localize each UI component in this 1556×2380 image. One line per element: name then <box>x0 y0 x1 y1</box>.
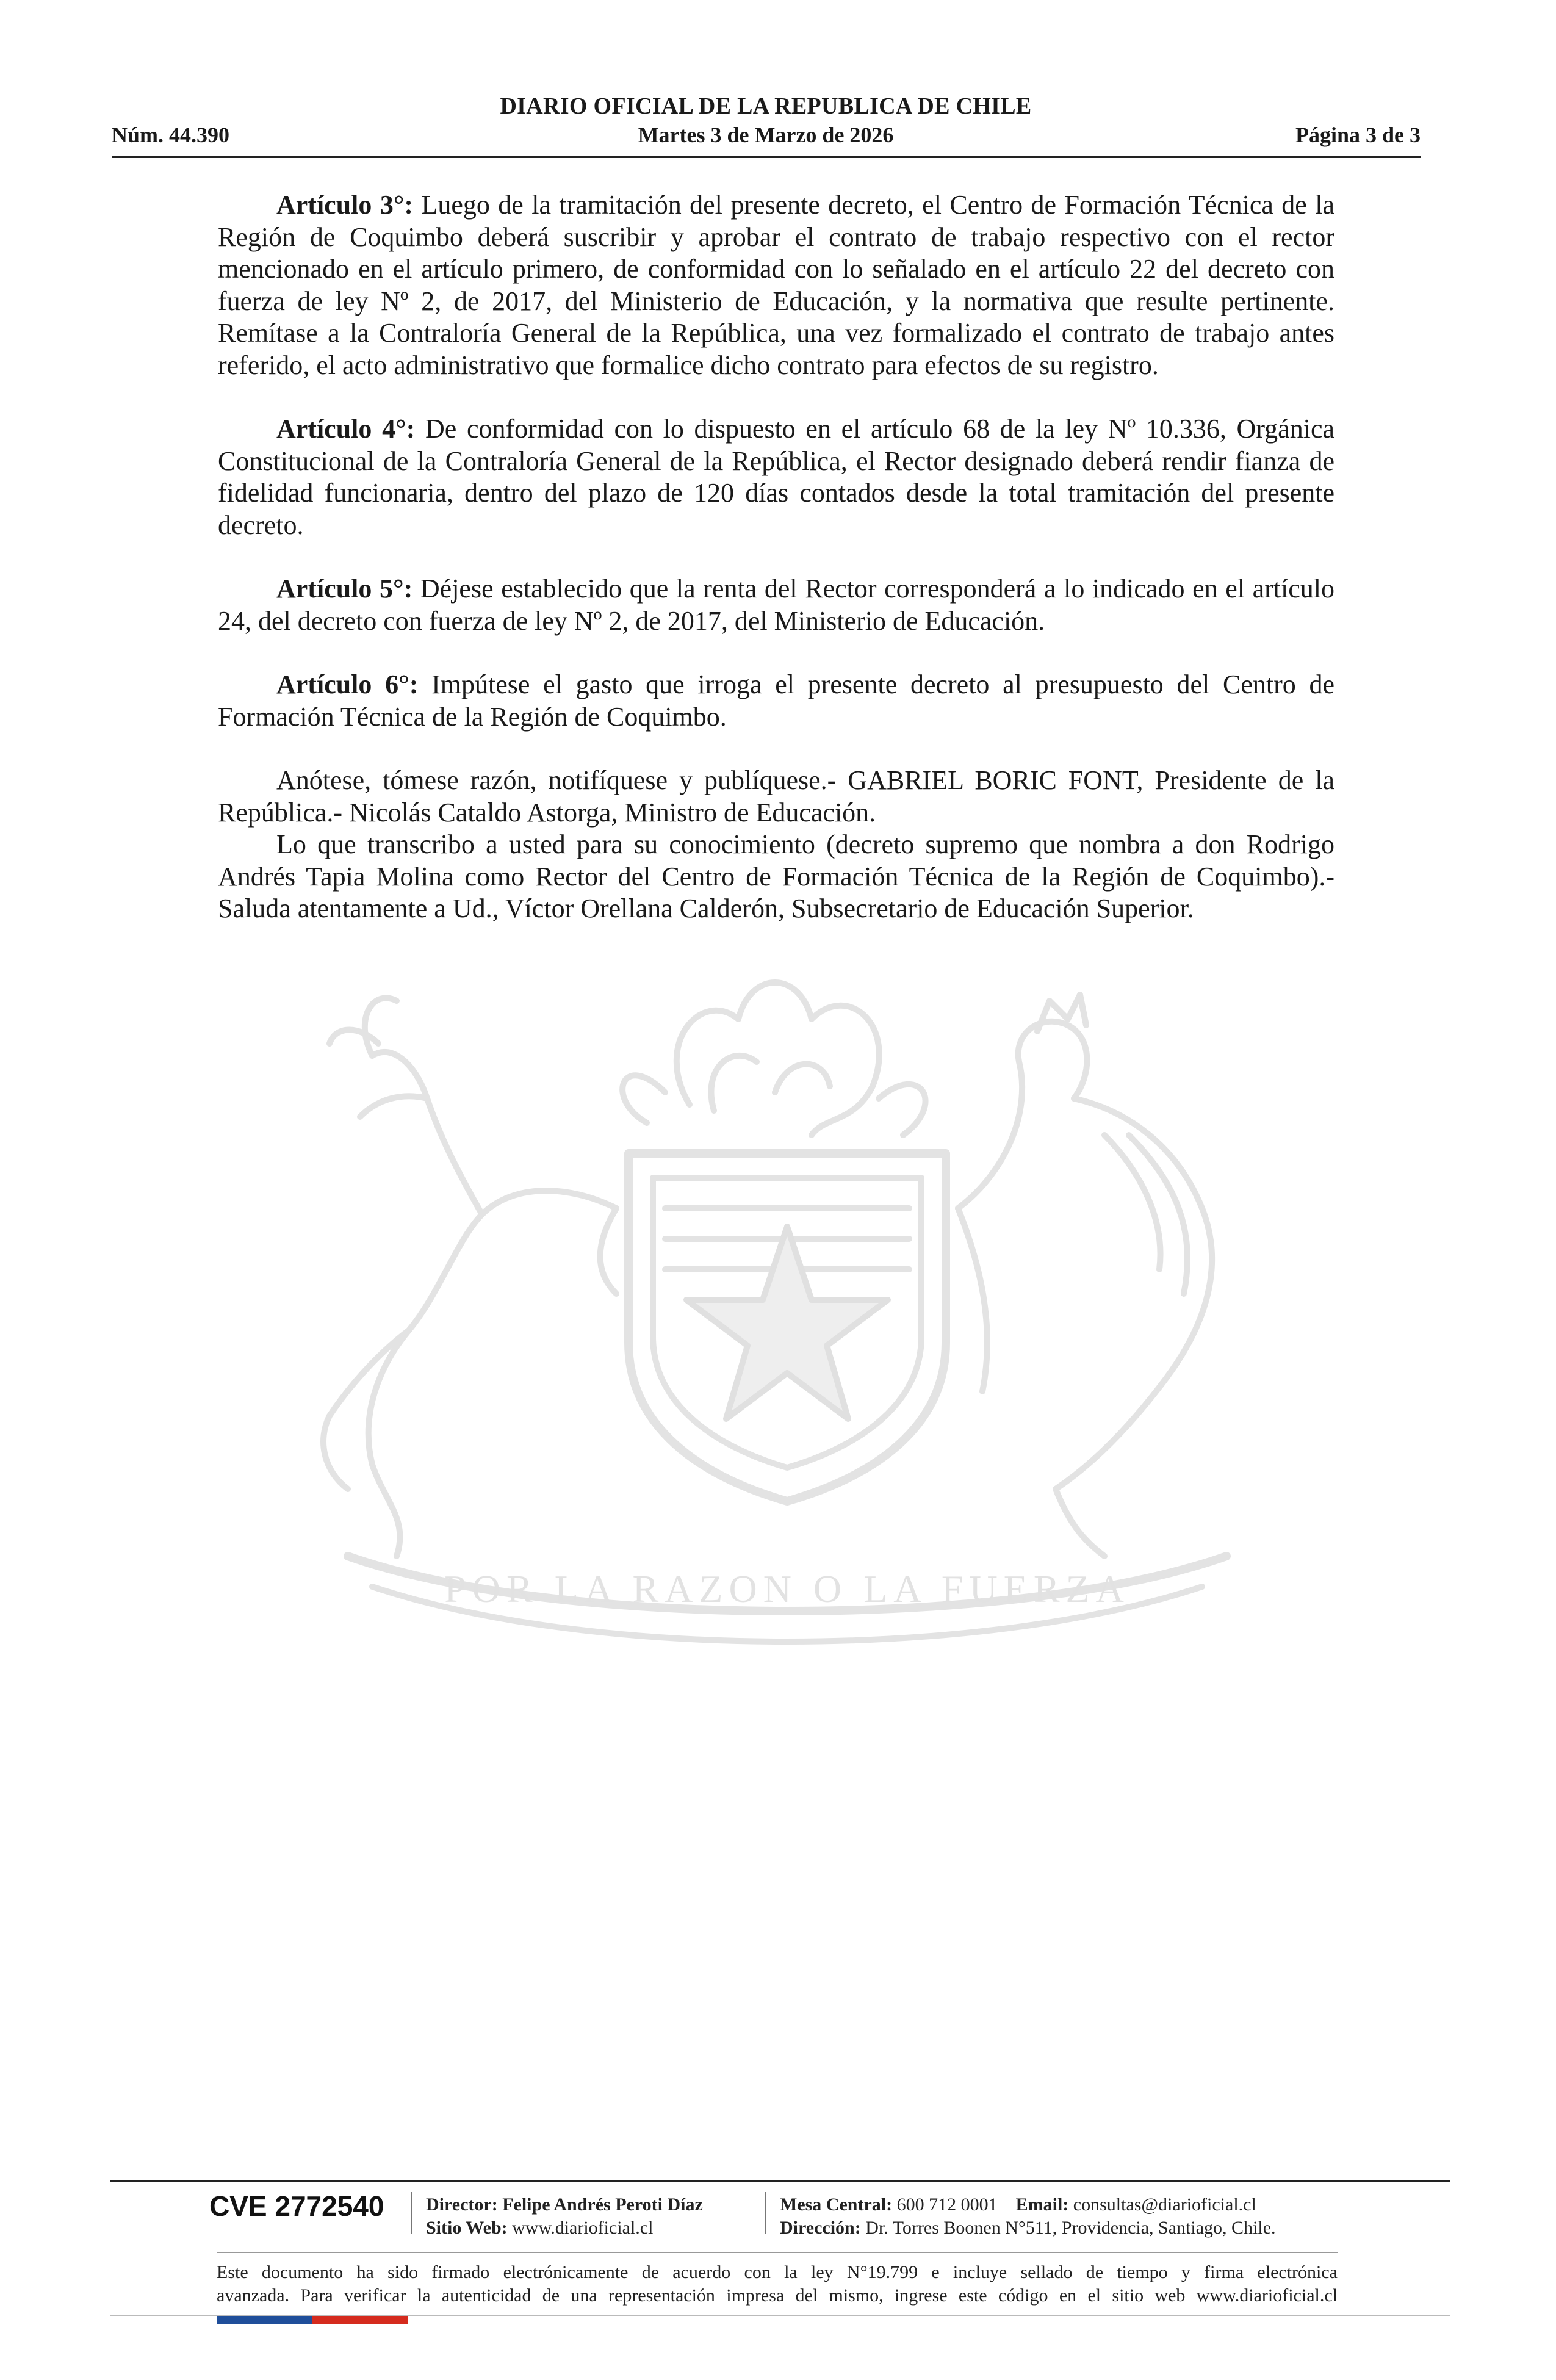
director-label: Director: <box>426 2194 498 2215</box>
article-5 <box>218 573 1334 637</box>
footer-divider <box>110 2180 1450 2182</box>
footer-separator <box>765 2192 766 2234</box>
cve-code: CVE 2772540 <box>209 2190 384 2222</box>
article-4 <box>218 413 1334 541</box>
email-label: Email: <box>1015 2194 1069 2215</box>
legal-line: avanzada. Para verificar la autenticidad de una representación impresa del mismo, ingrese este código en el sitio web www.diarioficial.cl <box>217 2285 1338 2306</box>
newspaper-title: DIARIO OFICIAL DE LA REPUBLICA DE CHILE <box>500 93 1032 119</box>
address-label: Dirección: <box>780 2218 861 2238</box>
coat-of-arms-motto: POR LA RAZON O LA FUERZA <box>444 1567 1130 1610</box>
website-label: Sitio Web: <box>426 2218 508 2238</box>
footer-separator <box>411 2192 412 2234</box>
article-text: Déjese establecido que la renta del Rector corresponderá a lo indicado en el artículo 24, del decreto con fuerza de ley Nº 2, de 2017, del Ministerio de Educación. <box>218 574 1334 636</box>
article-text: Impútese el gasto que irroga el presente decreto al presupuesto del Centro de Formación Técnica de la Región de Coquimbo. <box>218 669 1334 732</box>
article-label: Artículo 5°: <box>276 574 413 604</box>
footer-inner-divider <box>217 2252 1338 2253</box>
article-6 <box>218 669 1334 733</box>
director-name: Felipe Andrés Peroti Díaz <box>502 2194 703 2215</box>
article-label: Artículo 4°: <box>276 414 416 444</box>
flag-stripe-blue <box>217 2316 312 2324</box>
flag-stripe-red <box>312 2316 408 2324</box>
legal-notice <box>217 2261 1338 2307</box>
header-divider <box>112 156 1421 158</box>
article-text: De conformidad con lo dispuesto en el artículo 68 de la ley Nº 10.336, Orgánica Constitucional de la Contraloría General de la República, el Rector designado deberá rendir fianza de fidelidad funcionaria, dentro del plazo de 120 días contados desde la total tramitación del presente decreto. <box>218 414 1334 540</box>
article-text: Luego de la tramitación del presente decreto, el Centro de Formación Técnica de la Región de Coquimbo deberá suscribir y aprobar el contrato de trabajo respectivo con el rector mencionado en el artículo primero, de conformidad con lo señalado en el artículo 22 del decreto con fuerza de ley Nº 2, de 2017, del Ministerio de Educación, y la normativa que resulte pertinente. Remítase a la Contraloría General de la República, una vez formalizado el contrato de trabajo antes referido, el acto administrativo que formalice dicho contrato para efectos de su registro. <box>218 190 1334 380</box>
phone-label: Mesa Central: <box>780 2194 893 2215</box>
legal-line: Este documento ha sido firmado electrónicamente de acuerdo con la ley N°19.799 e incluye sellado de tiempo y firma electrónica <box>217 2262 1338 2282</box>
article-3 <box>218 189 1334 381</box>
issue-date: Martes 3 de Marzo de 2026 <box>638 123 894 147</box>
issue-number: Núm. 44.390 <box>112 123 230 147</box>
transcription-paragraph: Lo que transcribo a usted para su conocimiento (decreto supremo que nombra a don Rodrigo Andrés Tapia Molina como Rector del Centro de Formación Técnica de la Región de Coquimbo).- Saluda atentamente a Ud., Víctor Orellana Calderón, Subsecretario de Educación Superior. <box>218 829 1334 923</box>
document-body <box>218 189 1334 925</box>
email-link[interactable]: consultas@diarioficial.cl <box>1073 2194 1256 2215</box>
closing-paragraph: Anótese, tómese razón, notifíquese y publíquese.- GABRIEL BORIC FONT, Presidente de la República.- Nicolás Cataldo Astorga, Ministro de Educación. <box>218 765 1334 828</box>
website-link[interactable]: www.diarioficial.cl <box>512 2218 654 2238</box>
article-label: Artículo 3°: <box>276 190 414 220</box>
article-label: Artículo 6°: <box>276 669 419 699</box>
chile-coat-of-arms-icon <box>226 952 1336 1672</box>
page-indicator: Página 3 de 3 <box>1295 123 1421 147</box>
phone-number: 600 712 0001 <box>896 2194 998 2215</box>
footer-contacts-right <box>780 2193 1276 2240</box>
footer-contacts-left <box>426 2193 703 2240</box>
address-value: Dr. Torres Boonen N°511, Providencia, Santiago, Chile. <box>865 2218 1276 2238</box>
